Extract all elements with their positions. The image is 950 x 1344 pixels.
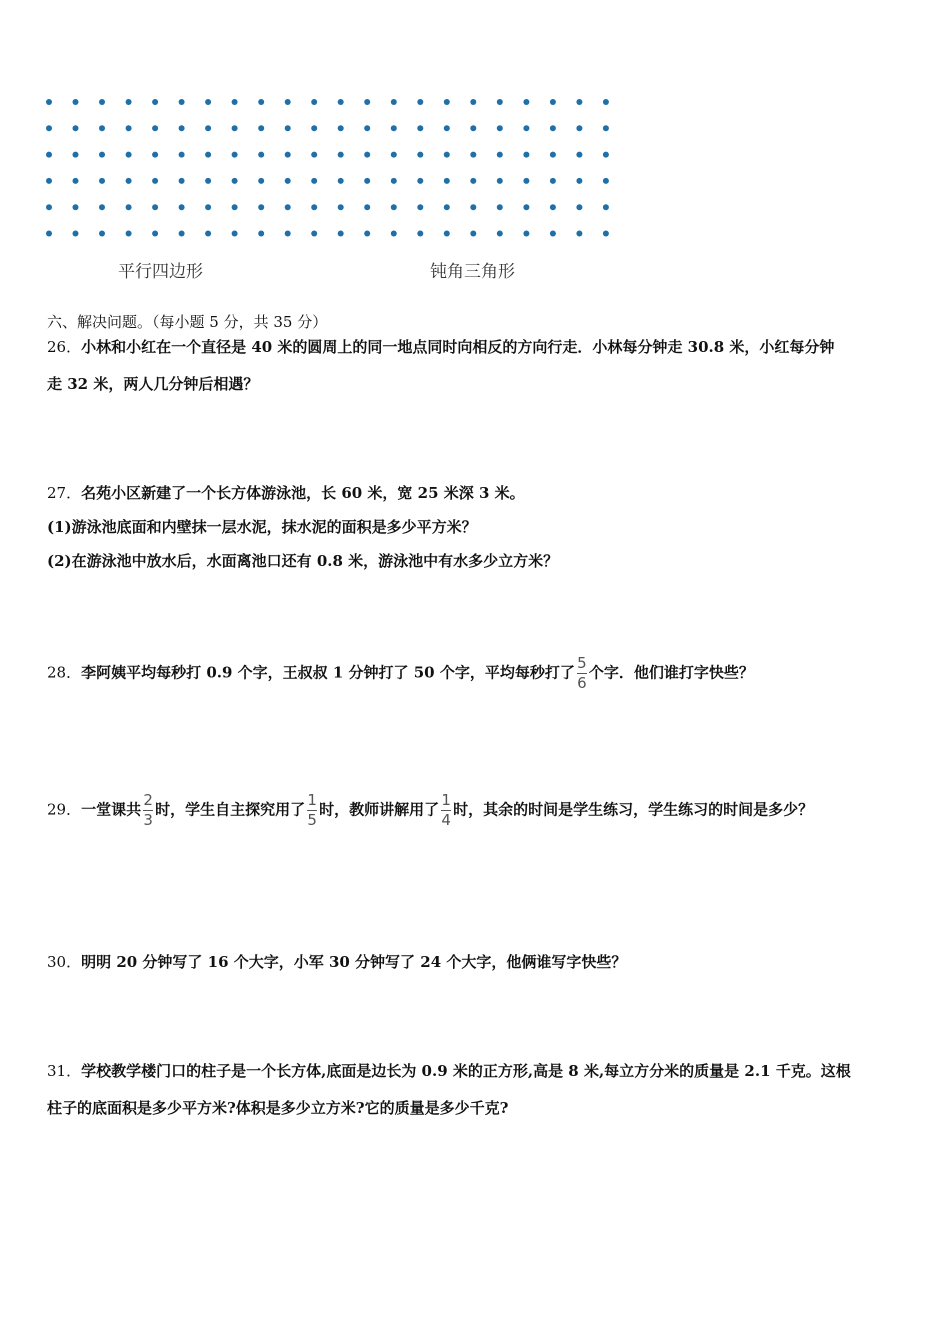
fraction-numerator: 1	[441, 791, 451, 809]
question-31-line2: 柱子的底面积是多少平方米?体积是多少立方米?它的质量是多少千克?	[47, 1099, 509, 1117]
grid-dot	[46, 99, 52, 105]
grid-dot	[470, 178, 476, 184]
grid-dot	[497, 231, 503, 237]
question-27-line1	[47, 482, 525, 503]
grid-dot	[603, 125, 609, 131]
fraction-5-6	[577, 655, 587, 692]
grid-dot	[126, 152, 132, 158]
grid-dot	[152, 152, 158, 158]
fraction-denominator: 4	[441, 811, 451, 829]
grid-dot	[99, 152, 105, 158]
grid-dot	[391, 204, 397, 210]
grid-dot	[311, 204, 317, 210]
caption-obtuse-triangle: 钝角三角形	[430, 262, 515, 282]
grid-dot	[523, 178, 529, 184]
grid-dot	[99, 178, 105, 184]
grid-dot	[285, 231, 291, 237]
grid-dot	[603, 178, 609, 184]
grid-dot	[497, 99, 503, 105]
question-27-text: 名苑小区新建了一个长方体游泳池，长 60 米，宽 25 米深 3 米。	[81, 484, 525, 502]
fraction-numerator: 1	[307, 791, 317, 809]
grid-dot	[338, 204, 344, 210]
grid-dot	[576, 125, 582, 131]
grid-dot	[258, 125, 264, 131]
grid-dot	[576, 231, 582, 237]
grid-dot	[205, 231, 211, 237]
grid-dot	[258, 99, 264, 105]
grid-dot	[550, 231, 556, 237]
grid-dot	[73, 178, 79, 184]
question-28-text-a: 李阿姨平均每秒打 0.9 个字，王叔叔 1 分钟打了 50 个字，平均每秒打了	[81, 663, 575, 682]
grid-dot	[232, 178, 238, 184]
grid-dot	[152, 99, 158, 105]
grid-dot	[152, 231, 158, 237]
grid-dot	[603, 152, 609, 158]
grid-dot	[99, 99, 105, 105]
question-29-text-b: 时，学生自主探究用了	[155, 800, 306, 819]
grid-dot	[444, 178, 450, 184]
grid-dot	[550, 152, 556, 158]
grid-dot	[497, 152, 503, 158]
grid-dot	[523, 152, 529, 158]
grid-dot	[73, 99, 79, 105]
grid-dot	[364, 125, 370, 131]
dot-grid	[0, 0, 950, 250]
grid-dot	[470, 125, 476, 131]
grid-dot	[497, 204, 503, 210]
question-29-number: 29．	[47, 800, 82, 819]
fraction-denominator: 3	[143, 811, 153, 829]
grid-dot	[603, 231, 609, 237]
grid-dot	[205, 125, 211, 131]
grid-dot	[152, 125, 158, 131]
grid-dot	[126, 231, 132, 237]
section-title: 六、解决问题。（每小题 5 分，共 35 分）	[47, 313, 328, 331]
grid-dot	[470, 231, 476, 237]
grid-dot	[73, 125, 79, 131]
grid-dot	[391, 99, 397, 105]
grid-dot	[338, 178, 344, 184]
grid-dot	[417, 204, 423, 210]
grid-dot	[470, 204, 476, 210]
grid-dot	[364, 204, 370, 210]
grid-dot	[205, 204, 211, 210]
grid-dot	[179, 152, 185, 158]
question-31-number: 31．	[47, 1062, 82, 1080]
grid-dot	[417, 178, 423, 184]
question-31-text: 学校教学楼门口的柱子是一个长方体,底面是边长为 0.9 米的正方形,高是 8 米,每立方分米的质量是 2.1 千克。这根	[81, 1062, 851, 1080]
grid-dot	[126, 178, 132, 184]
grid-dot	[497, 178, 503, 184]
grid-dot	[152, 178, 158, 184]
question-28-number: 28．	[47, 663, 82, 682]
fraction-1-5	[307, 792, 317, 829]
grid-dot	[205, 152, 211, 158]
grid-dot	[444, 204, 450, 210]
grid-dot	[232, 204, 238, 210]
grid-dot	[338, 152, 344, 158]
grid-dot	[550, 178, 556, 184]
grid-dot	[417, 231, 423, 237]
fraction-2-3	[143, 792, 153, 829]
grid-dot	[470, 152, 476, 158]
fraction-1-4	[441, 792, 451, 829]
grid-dot	[444, 231, 450, 237]
question-27-part1: (1)游泳池底面和内壁抹一层水泥，抹水泥的面积是多少平方米？	[47, 518, 477, 536]
question-26-line1	[47, 336, 834, 357]
grid-dot	[258, 231, 264, 237]
question-27-part2: (2)在游泳池中放水后，水面离池口还有 0.8 米，游泳池中有水多少立方米？	[47, 552, 559, 570]
grid-dot	[258, 152, 264, 158]
grid-dot	[99, 204, 105, 210]
grid-dot	[523, 204, 529, 210]
grid-dot	[311, 152, 317, 158]
grid-dot	[338, 125, 344, 131]
question-31-line1	[47, 1060, 851, 1081]
grid-dot	[232, 99, 238, 105]
question-30-number: 30．	[47, 953, 82, 971]
grid-dot	[179, 231, 185, 237]
grid-dot	[311, 125, 317, 131]
grid-dot	[576, 178, 582, 184]
grid-dot	[444, 99, 450, 105]
grid-dot	[46, 178, 52, 184]
grid-dot	[338, 231, 344, 237]
grid-dot	[179, 125, 185, 131]
question-26-line2: 走 32 米，两人几分钟后相遇？	[47, 375, 259, 393]
grid-dot	[364, 178, 370, 184]
grid-dot	[576, 99, 582, 105]
question-29-text-a: 一堂课共	[81, 800, 142, 819]
grid-dot	[417, 125, 423, 131]
grid-dot	[550, 99, 556, 105]
grid-dot	[258, 204, 264, 210]
grid-dot	[470, 99, 476, 105]
grid-dot	[444, 125, 450, 131]
grid-dot	[311, 99, 317, 105]
grid-dot	[46, 231, 52, 237]
question-26-text: 小林和小红在一个直径是 40 米的圆周上的同一地点同时向相反的方向行走．小林每分钟走 30.8 米，小红每分钟	[81, 338, 835, 356]
grid-dot	[603, 99, 609, 105]
grid-dot	[46, 125, 52, 131]
grid-dot	[73, 152, 79, 158]
question-28-text-b: 个字．他们谁打字快些？	[588, 663, 754, 682]
question-30	[47, 951, 626, 972]
grid-dot	[232, 125, 238, 131]
grid-dot	[232, 231, 238, 237]
grid-dot	[550, 204, 556, 210]
grid-dot	[285, 178, 291, 184]
grid-dot	[523, 99, 529, 105]
grid-dot	[126, 125, 132, 131]
grid-dot	[285, 152, 291, 158]
grid-dot	[179, 99, 185, 105]
grid-dot	[46, 204, 52, 210]
grid-dot	[179, 204, 185, 210]
grid-dot	[364, 231, 370, 237]
grid-dot	[576, 204, 582, 210]
question-30-text: 明明 20 分钟写了 16 个大字，小军 30 分钟写了 24 个大字，他俩谁写字快些？	[81, 953, 627, 971]
grid-dot	[285, 99, 291, 105]
grid-dot	[417, 152, 423, 158]
grid-dot	[99, 125, 105, 131]
grid-dot	[126, 99, 132, 105]
grid-dot	[391, 152, 397, 158]
grid-dot	[232, 152, 238, 158]
grid-dot	[550, 125, 556, 131]
grid-dot	[364, 99, 370, 105]
grid-dot	[73, 231, 79, 237]
fraction-denominator: 5	[307, 811, 317, 829]
fraction-numerator: 2	[143, 791, 153, 809]
grid-dot	[258, 178, 264, 184]
grid-dot	[285, 204, 291, 210]
grid-dot	[603, 204, 609, 210]
grid-dot	[99, 231, 105, 237]
fraction-denominator: 6	[577, 674, 587, 692]
grid-dot	[285, 125, 291, 131]
fraction-numerator: 5	[577, 654, 587, 672]
question-28	[47, 655, 754, 692]
grid-dot	[73, 204, 79, 210]
caption-parallelogram: 平行四边形	[118, 262, 203, 282]
grid-dot	[444, 152, 450, 158]
grid-dot	[576, 152, 582, 158]
question-29-text-c: 时，教师讲解用了	[319, 800, 440, 819]
grid-dot	[126, 204, 132, 210]
grid-dot	[523, 231, 529, 237]
grid-dot	[311, 178, 317, 184]
grid-dot	[364, 152, 370, 158]
grid-dot	[152, 204, 158, 210]
grid-dot	[497, 125, 503, 131]
grid-dot	[205, 99, 211, 105]
grid-dot	[391, 178, 397, 184]
grid-dot	[338, 99, 344, 105]
question-29-text-d: 时，其余的时间是学生练习，学生练习的时间是多少？	[453, 800, 814, 819]
question-27-number: 27．	[47, 484, 82, 502]
grid-dot	[205, 178, 211, 184]
question-29	[47, 792, 813, 829]
grid-dot	[523, 125, 529, 131]
grid-dot	[417, 99, 423, 105]
question-26-number: 26．	[47, 338, 82, 356]
grid-dot	[179, 178, 185, 184]
grid-dot	[46, 152, 52, 158]
grid-dot	[391, 231, 397, 237]
grid-dot	[311, 231, 317, 237]
grid-dot	[391, 125, 397, 131]
